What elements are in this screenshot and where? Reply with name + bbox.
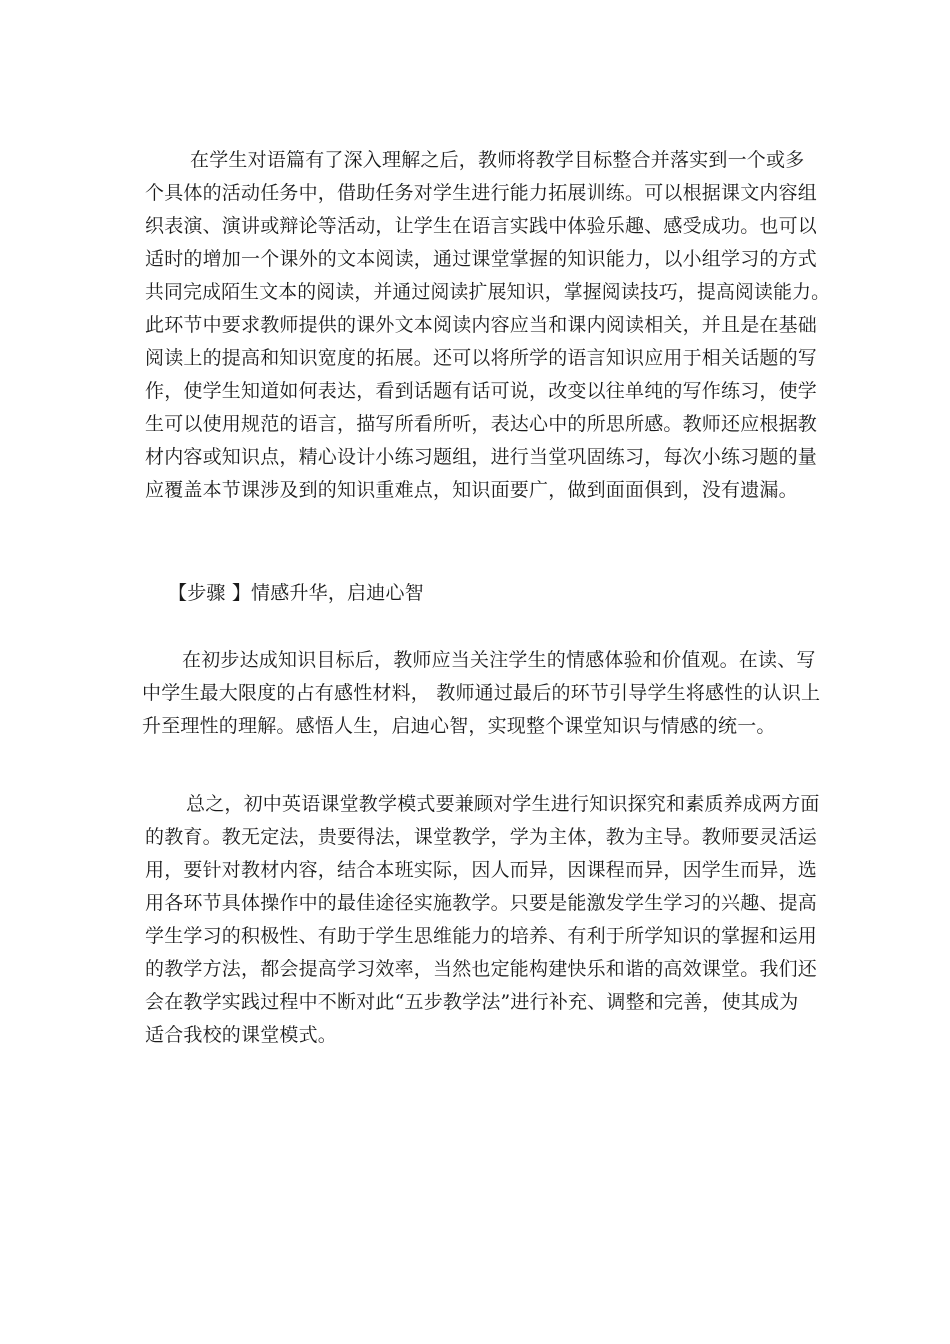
paragraph-3-line-1: 总之，初中英语课堂教学模式要兼顾对学生进行知识探究和素质养成两方面 [186,793,820,815]
paragraph-1-line-4: 适时的增加一个课外的文本阅读，通过课堂掌握的知识能力，以小组学习的方式 [145,248,818,270]
paragraph-2-line-2: 中学生最大限度的占有感性材料， 教师通过最后的环节引导学生将感性的认识上 [142,682,821,704]
paragraph-1-line-10: 材内容或知识点，精心设计小练习题组，进行当堂巩固练习，每次小练习题的量 [145,446,818,468]
paragraph-3-line-8: 适合我校的课堂模式。 [145,1024,338,1046]
paragraph-3-line-3: 用，要针对教材内容，结合本班实际，因人而异，因课程而异，因学生而异，选 [145,859,818,881]
paragraph-1-line-8: 作，使学生知道如何表达，看到话题有话可说，改变以往单纯的写作练习，使学 [145,380,818,402]
paragraph-3-line-2: 的教育。教无定法，贵要得法，课堂教学，学为主体，教为主导。教师要灵活运 [145,826,818,848]
paragraph-2-line-3: 升至理性的理解。感悟人生，启迪心智，实现整个课堂知识与情感的统一。 [142,715,776,737]
paragraph-1-line-11: 应覆盖本节课涉及到的知识重难点，知识面要广，做到面面俱到，没有遗漏。 [145,479,798,501]
paragraph-1-line-9: 生可以使用规范的语言，描写所看所听，表达心中的所思所感。教师还应根据教 [145,413,818,435]
paragraph-2-line-1: 在初步达成知识目标后，教师应当关注学生的情感体验和价值观。在读、写 [182,649,816,671]
paragraph-1-line-1: 在学生对语篇有了深入理解之后，教师将教学目标整合并落实到一个或多 [190,149,805,171]
paragraph-1-line-3: 织表演、演讲或辩论等活动，让学生在语言实践中体验乐趣、感受成功。也可以 [145,215,818,237]
paragraph-3-line-7: 会在教学实践过程中不断对此“五步教学法”进行补充、调整和完善，使其成为 [145,991,799,1013]
paragraph-3-line-4: 用各环节具体操作中的最佳途径实施教学。只要是能激发学生学习的兴趣、提高 [145,892,818,914]
paragraph-1-line-5: 共同完成陌生文本的阅读，并通过阅读扩展知识，掌握阅读技巧，提高阅读能力。 [145,281,831,303]
paragraph-3-line-5: 学生学习的积极性、有助于学生思维能力的培养、有利于所学知识的掌握和运用 [145,925,818,947]
paragraph-3-line-6: 的教学方法，都会提高学习效率，当然也定能构建快乐和谐的高效课堂。我们还 [145,958,818,980]
step-heading: 【步骤 】情感升华，启迪心智 [168,582,424,604]
paragraph-1-line-6: 此环节中要求教师提供的课外文本阅读内容应当和课内阅读相关，并且是在基础 [145,314,818,336]
paragraph-1-line-2: 个具体的活动任务中，借助任务对学生进行能力拓展训练。可以根据课文内容组 [145,182,818,204]
paragraph-1-line-7: 阅读上的提高和知识宽度的拓展。还可以将所学的语言知识应用于相关话题的写 [145,347,818,369]
